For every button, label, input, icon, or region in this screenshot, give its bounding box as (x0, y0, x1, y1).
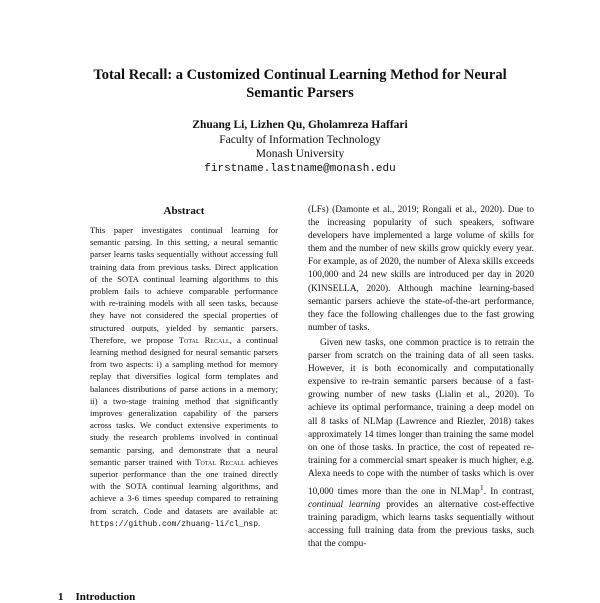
abstract-text-part-1: This paper investigates continual learning for semantic parsing. In this setting, a neural semantic parser learns tasks sequentially without accessing full training data from previous tasks. Direct application of the SOTA continual learning algorithms to this problem fails to achieve comparable performance with re-training models with all seen tasks, because they have not considered the special properties of structured outputs, yielded by semantic parsers. Therefore, we propose (90, 225, 278, 345)
paragraph-2 (308, 337, 534, 552)
code-url-link[interactable]: https://github.com/zhuang-li/cl_nsp (90, 519, 259, 529)
author-block (100, 118, 500, 176)
abstract-text-part-2: , a continual learning method designed for neural semantic parsers from two aspects: i) a sampling method for memory replay that diversifies logical form templates and balances distributions of parse actions in a memory; ii) a two-stage training method that significantly improves generalization capability of the parsers across tasks. We conduct extensive experiments to study the research problems involved in continual semantic parsing, and demonstrate that a neural semantic parser trained with (90, 334, 278, 467)
paragraph-2-part-2: . In contrast, (483, 487, 534, 498)
abstract-text-part-3: achieves superior performance than the one trained directly with the SOTA continual learning algorithms, and achieve a 3-6 times speedup compared to retraining from scratch. Code and datasets are available at: (90, 456, 278, 516)
paragraph-2-part-1: Given new tasks, one common practice is to retrain the parser from scratch on the training data of all seen tasks. However, it is both economically and computationally expensive to re-train semantic parsers because of a fast-growing number of new tasks (Lialin et al., 2020). To achieve its optimal performance, training a deep model on all 8 tasks of NLMap (Lawrence and Riezler, 2018) takes approximately 14 times longer than training the same model on one of those tasks. In practice, the cost of repeated re-training for a commercial smart speaker is much higher, e.g. Alexa needs to cope with the number of tasks which is over 10,000 times more than the one in NLMap (308, 337, 534, 498)
section-title: Introduction (75, 591, 136, 603)
method-name: Total Recall (178, 334, 230, 345)
affiliation: Faculty of Information Technology (219, 133, 381, 146)
author-email: firstname.lastname@monash.edu (204, 162, 396, 175)
paragraph-1: (LFs) (Damonte et al., 2019; Rongali et al., 2020). Due to the increasing popularity of such speakers, software developers have implemented a large volume of skills for them and the number of new skills grow quickly every year. For example, as of 2020, the number of Alexa skills exceeds 100,000 and 24 new skills are introduced per day in 2020 (KINSELLA, 2020). Although machine learning-based semantic parsers achieve the state-of-the-art performance, they face the following challenges due to the fast growing number of tasks. (308, 205, 534, 333)
introduction-heading (58, 591, 135, 603)
author-names: Zhuang Li, Lizhen Qu, Gholamreza Haffari (192, 119, 408, 131)
paragraph-2-part-3: provides an alternative cost-effective training paradigm, which learns tasks sequentially without accessing full training data from the previous tasks, such that the compu- (308, 500, 534, 550)
right-column (308, 204, 534, 552)
method-name: Total Recall (195, 456, 245, 467)
section-number: 1 (58, 591, 64, 603)
footnote-mark[interactable]: 1 (479, 482, 484, 492)
university: Monash University (255, 148, 345, 160)
paper-title (60, 66, 540, 102)
abstract-text-end: . (258, 517, 261, 528)
abstract-heading: Abstract (163, 205, 205, 217)
title-line-1: Total Recall: a Customized Continual Learning Method for Neural (93, 67, 507, 83)
abstract-text (90, 224, 278, 531)
emphasis-continual-learning: continual learning (308, 500, 381, 511)
title-line-2: Semantic Parsers (246, 85, 354, 101)
